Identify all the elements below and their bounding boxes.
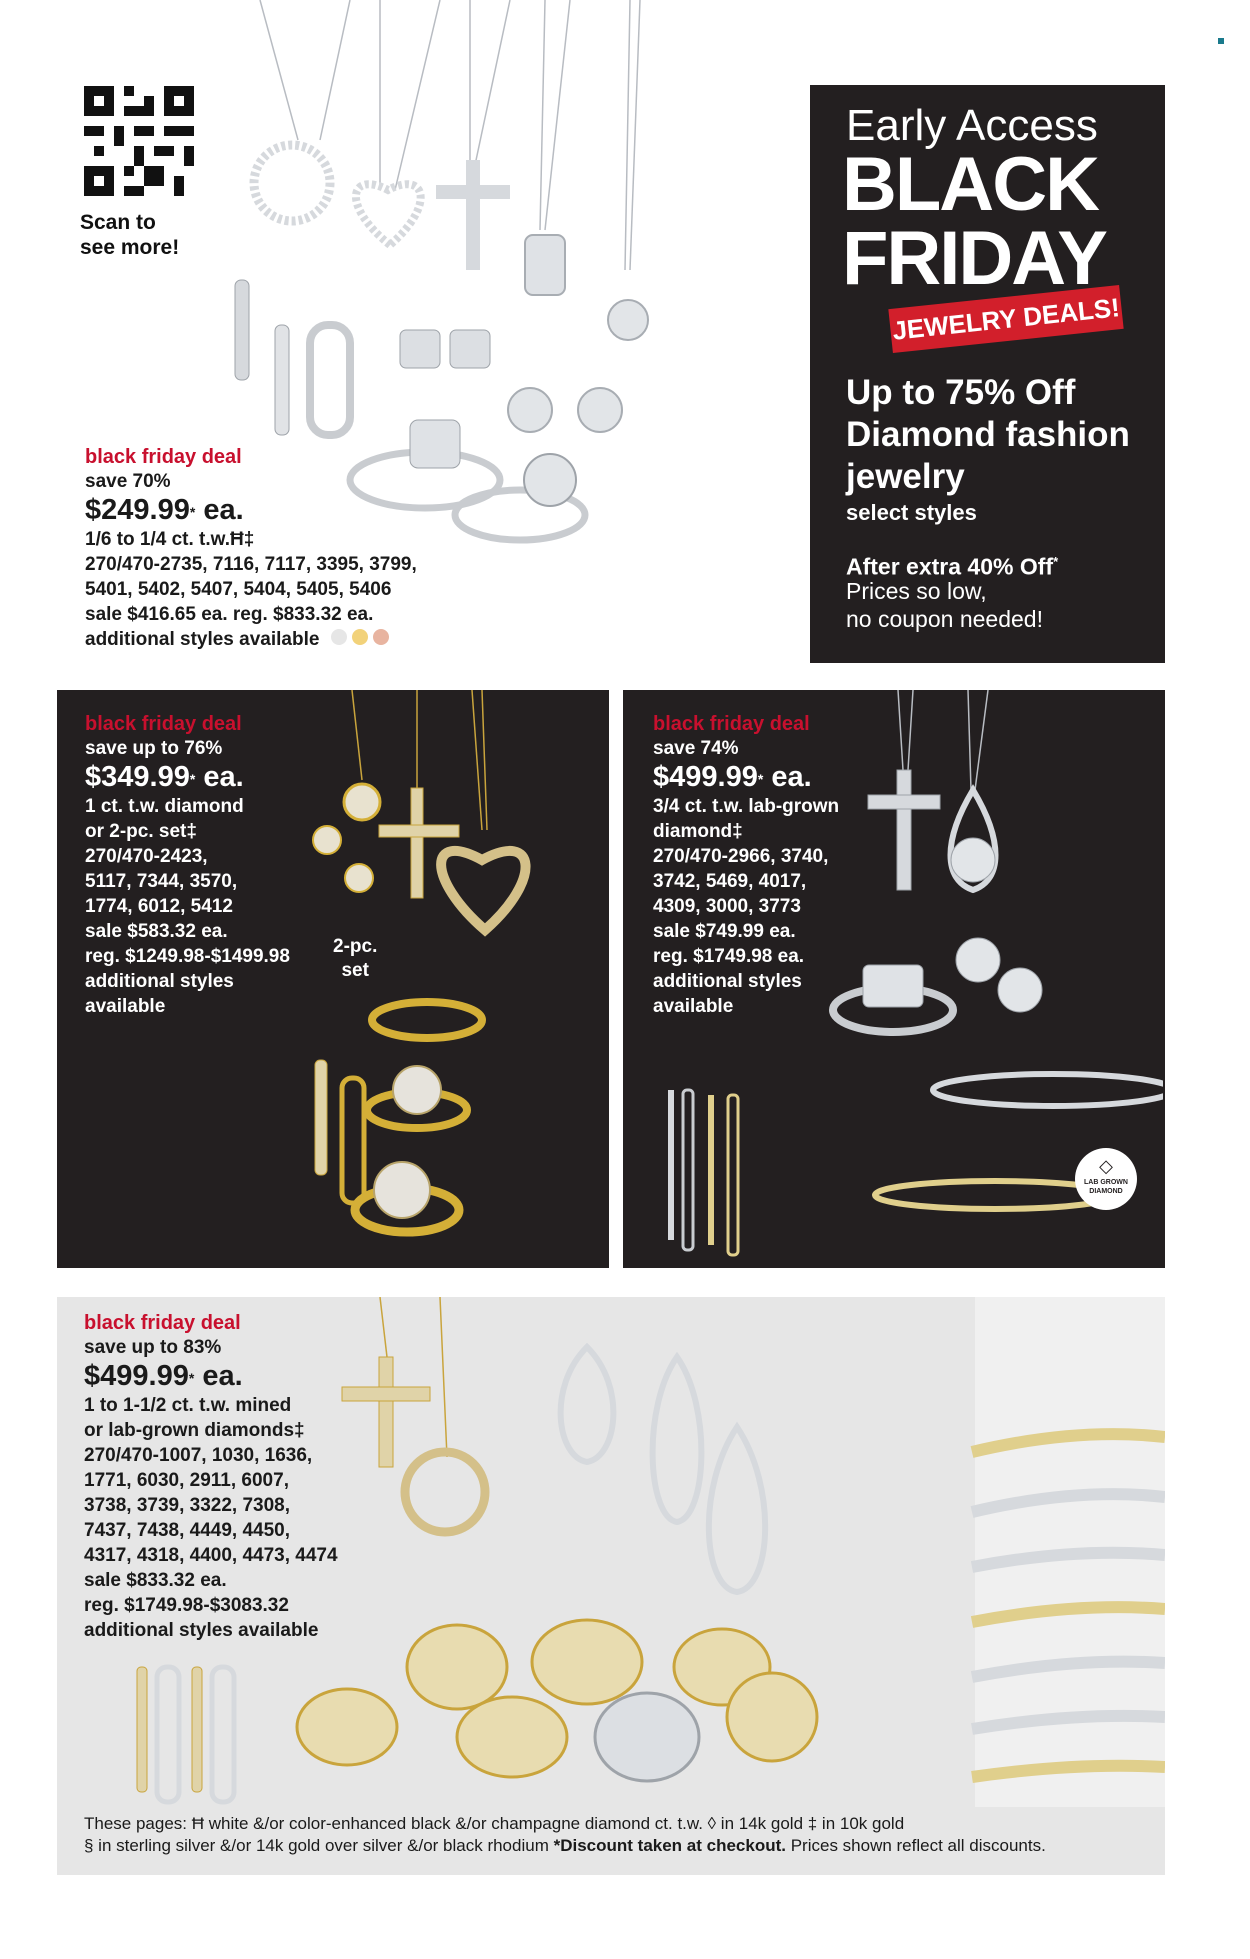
deal3-label: black friday deal (653, 713, 810, 735)
hero-select: select styles (846, 500, 977, 525)
deal2-l2: or 2-pc. set‡ (85, 821, 197, 842)
deal3-l1: 3/4 ct. t.w. lab-grown (653, 796, 840, 817)
deal3-l9: available (653, 996, 734, 1017)
deal3-l3: 270/470-2966, 3740, (653, 846, 829, 867)
deal3-price-ea: ea. (763, 761, 812, 793)
deal3-price-amount: $499.99 (653, 761, 758, 793)
lab-grown-badge (1075, 1148, 1137, 1210)
deal3-l4: 3742, 5469, 4017, (653, 871, 807, 892)
deal1-block (85, 445, 605, 652)
deal4-label: black friday deal (84, 1312, 241, 1334)
deal1-price-ea: ea. (195, 494, 244, 526)
deal1-price-mark: * (189, 504, 196, 520)
footer-line2c: Prices shown reflect all discounts. (785, 1836, 1046, 1855)
hero-early-access: Early Access (846, 101, 1098, 150)
deal2-price-ea: ea. (195, 761, 244, 793)
deal1-swatches (331, 627, 390, 652)
footer-line2a: § in sterling silver &/or 14k gold over silver &/or black rhodium (84, 1836, 554, 1855)
deal3-save: save 74% (653, 738, 739, 759)
swatch-yellow[interactable] (352, 629, 368, 645)
deal4-l2: or lab-grown diamonds‡ (84, 1420, 305, 1441)
hero-panel (810, 85, 1165, 663)
deal1-save: save 70% (85, 471, 171, 492)
deal2-l5: 1774, 6012, 5412 (85, 896, 233, 917)
deal1-price (85, 494, 605, 527)
swatch-white[interactable] (331, 629, 347, 645)
deal1-label: black friday deal (85, 446, 242, 468)
qr-caption (80, 210, 220, 260)
hero-after-text: After extra 40% Off (846, 553, 1054, 580)
deal1-sale: sale $416.65 ea. reg. $833.32 ea. (85, 604, 374, 625)
hero-black: BLACK (842, 142, 1098, 227)
hero-headline-1: Up to 75% Off (846, 373, 1076, 412)
hero-headline-2: Diamond fashion (846, 415, 1130, 454)
deal1-nums1: 270/470-2735, 7116, 7117, 3395, 3799, (85, 554, 417, 575)
deal4-panel (57, 1297, 1165, 1875)
deal3-l8: additional styles (653, 971, 802, 992)
deal2-l8: additional styles (85, 971, 234, 992)
deal4-l7: 4317, 4318, 4400, 4473, 4474 (84, 1545, 338, 1566)
footer-line1: These pages: Ħ white &/or color-enhanced black &/or champagne diamond ct. t.w. ◊ in 14k gold ‡ in 10k gold (84, 1814, 905, 1833)
diamond-icon: ◇ (1099, 1156, 1113, 1176)
deal2-l1: 1 ct. t.w. diamond (85, 796, 244, 817)
deal1-additional-row (85, 627, 605, 652)
hero-headline (846, 372, 1130, 498)
deal4-l3: 270/470-1007, 1030, 1636, (84, 1445, 313, 1466)
deal2-l4: 5117, 7344, 3570, (85, 871, 238, 892)
deal1-price-amount: $249.99 (85, 494, 190, 526)
hero-prices (846, 577, 1043, 633)
deal2-jewelry-image (307, 690, 607, 1268)
deal4-l8: sale $833.32 ea. (84, 1570, 227, 1591)
lab-grown-badge-1: LAB GROWN (1084, 1179, 1128, 1186)
hero-after-mark: * (1053, 554, 1059, 569)
deal4-l9: reg. $1749.98-$3083.32 (84, 1595, 289, 1616)
deal2-panel (57, 690, 609, 1268)
swatch-rose[interactable] (373, 629, 389, 645)
deal3-panel (623, 690, 1165, 1268)
deal3-l5: 4309, 3000, 3773 (653, 896, 801, 917)
deal2-l7: reg. $1249.98-$1499.98 (85, 946, 290, 967)
hero-after (846, 548, 1058, 581)
hero-prices-1: Prices so low, (846, 578, 987, 604)
deal2-set-1: 2-pc. (333, 936, 378, 957)
deal2-save: save up to 76% (85, 738, 223, 759)
deal3-l2: diamond‡ (653, 821, 743, 842)
deal2-l3: 270/470-2423, (85, 846, 208, 867)
deal4-l4: 1771, 6030, 2911, 6007, (84, 1470, 289, 1491)
deal3-l6: sale $749.99 ea. (653, 921, 796, 942)
deal1-additional: additional styles available (85, 629, 320, 650)
deal3-price-mark: * (757, 771, 764, 787)
footer-notes (84, 1813, 1154, 1857)
deal2-price-amount: $349.99 (85, 761, 190, 793)
deal4-save: save up to 83% (84, 1337, 222, 1358)
footer-line2b: *Discount taken at checkout. (553, 1836, 786, 1855)
corner-mark (1218, 38, 1224, 44)
qr-code[interactable] (84, 86, 194, 196)
deal3-l7: reg. $1749.98 ea. (653, 946, 805, 967)
deal4-price-amount: $499.99 (84, 1360, 189, 1392)
deal2-l9: available (85, 996, 166, 1017)
hero-friday: FRIDAY (842, 216, 1106, 301)
qr-caption-line2: see more! (80, 236, 180, 259)
deal4-price-mark: * (188, 1370, 195, 1386)
deal2-set-2: set (341, 960, 369, 981)
deal2-label: black friday deal (85, 713, 242, 735)
deal1-ctw: 1/6 to 1/4 ct. t.w.Ħ‡ (85, 529, 255, 550)
hero-headline-3: jewelry (846, 457, 965, 496)
hero-prices-2: no coupon needed! (846, 606, 1043, 632)
deal4-jewelry-image (117, 1297, 1165, 1807)
deal4-l6: 7437, 7438, 4449, 4450, (84, 1520, 291, 1541)
hero-banner-text: JEWELRY DEALS! (890, 292, 1122, 346)
deal1-nums2: 5401, 5402, 5407, 5404, 5405, 5406 (85, 579, 392, 600)
deal2-price-mark: * (189, 771, 196, 787)
deal2-l6: sale $583.32 ea. (85, 921, 228, 942)
deal4-l5: 3738, 3739, 3322, 7308, (84, 1495, 291, 1516)
qr-caption-line1: Scan to (80, 211, 156, 234)
deal4-l1: 1 to 1-1/2 ct. t.w. mined (84, 1395, 292, 1416)
footer-line2 (84, 1835, 1154, 1857)
deal4-price-ea: ea. (194, 1360, 243, 1392)
lab-grown-badge-2: DIAMOND (1089, 1188, 1123, 1195)
deal4-l10: additional styles available (84, 1620, 319, 1641)
